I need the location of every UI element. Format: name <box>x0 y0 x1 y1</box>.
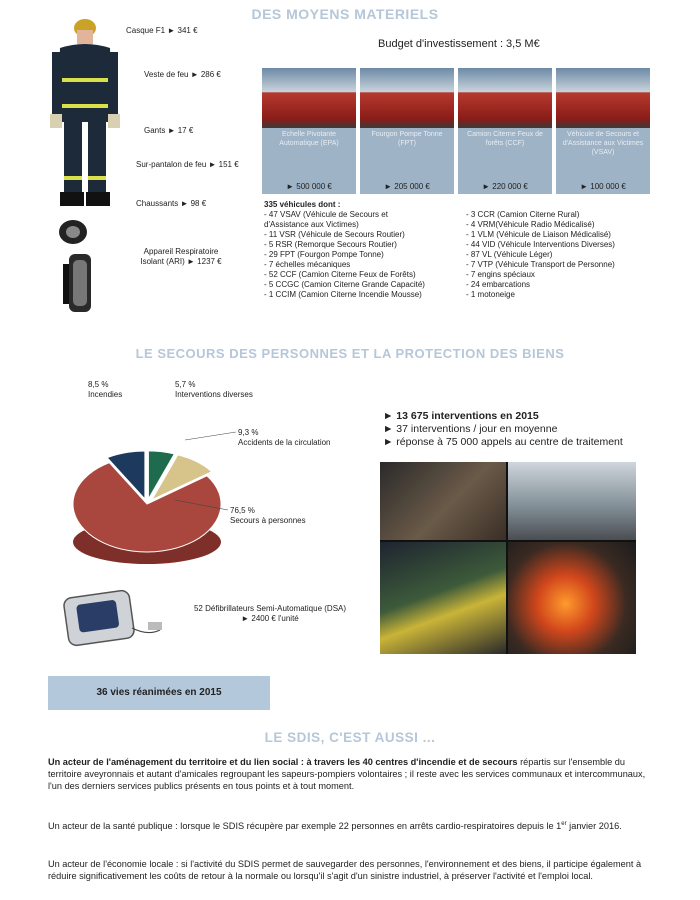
vehicle-price: ► 220 000 € <box>482 182 528 191</box>
defibrillator-illustration <box>62 586 166 658</box>
pie-label-secours: Secours à personnes <box>230 516 306 525</box>
banner-text: 36 vies réanimées en 2015 <box>96 687 222 698</box>
budget-label: Budget d'investissement : 3,5 M€ <box>378 38 540 50</box>
vehicle-name: Echelle Pivotante Automatique (EPA) <box>279 131 339 147</box>
vehicle-price: ► 500 000 € <box>286 182 332 191</box>
equipment-gants: Gants ► 17 € <box>144 126 194 135</box>
fleet-item: - 44 VID (Véhicule Interventions Diverses) <box>466 240 615 249</box>
paragraph-sante-a: Un acteur de la santé publique : lorsque le SDIS récupère par exemple 22 personnes en arrêts cardio-respiratoires depuis le 1 <box>48 821 562 832</box>
banner-vies-reanimees <box>48 676 270 710</box>
pie-label-diverses: Interventions diverses <box>175 390 253 399</box>
photo-fire <box>508 542 636 654</box>
fleet-item: - 87 VL (Véhicule Léger) <box>466 250 553 259</box>
fleet-item: - 11 VSR (Véhicule de Secours Routier) <box>264 230 405 239</box>
section-title-sdis: LE SDIS, C'EST AUSSI ... <box>264 730 436 745</box>
dsa-label: 52 Défibrillateurs Semi-Automatique (DSA) ► 2400 € l'unité <box>193 604 347 623</box>
stats-list <box>383 410 623 449</box>
fleet-item: - 1 motoneige <box>466 290 515 299</box>
paragraph-sante <box>48 818 648 832</box>
fleet-item: - 29 FPT (Fourgon Pompe Tonne) <box>264 250 384 259</box>
vehicle-price: ► 205 000 € <box>384 182 430 191</box>
equipment-sur-pantalon: Sur-pantalon de feu ► 151 € <box>136 160 239 169</box>
pie-label-incendies-pct: 8,5 % <box>88 380 109 389</box>
paragraph-territoire-lead: Un acteur de l'aménagement du territoire et du lien social : à travers les 40 centres d'incendie et de secours <box>48 757 518 767</box>
fleet-item: - 7 échelles mécaniques <box>264 260 351 269</box>
paragraph-economie-text: Un acteur de l'économie locale : si l'activité du SDIS permet de sauvegarder des personnes, l'environnement et des biens, il participe également à réduire significativement les coûts de retour à la normale ou lorsqu'il s'agit d'un sinistre industriel, à préserver l'activité et l'emploi local. <box>48 859 642 881</box>
paragraph-economie <box>48 858 648 882</box>
fleet-item: d'Assistance aux Victimes) <box>264 220 359 229</box>
vehicle-name: Véhicule de Secours et d'Assistance aux Victimes (VSAV) <box>562 131 644 156</box>
fleet-item: - 3 CCR (Camion Citerne Rural) <box>466 210 580 219</box>
pie-label-secours-pct: 76,5 % <box>230 506 255 515</box>
fleet-heading: 335 véhicules dont : <box>264 200 341 209</box>
fleet-item: - 47 VSAV (Véhicule de Secours et <box>264 210 388 219</box>
fleet-item: - 5 RSR (Remorque Secours Routier) <box>264 240 397 249</box>
pie-label-incendies: Incendies <box>88 390 123 399</box>
pie-label-accidents: Accidents de la circulation <box>238 438 331 447</box>
equipment-chaussants: Chaussants ► 98 € <box>136 199 207 208</box>
fleet-item: - 24 embarcations <box>466 280 531 289</box>
paragraph-territoire <box>48 756 648 792</box>
fleet-item: - 7 VTP (Véhicule Transport de Personne) <box>466 260 615 269</box>
photo-firefighter-smoke <box>380 462 506 540</box>
fleet-item: - 1 VLM (Véhicule de Liaison Médicalisé) <box>466 230 611 239</box>
photo-rescue-team <box>380 542 506 654</box>
pie-label-diverses-pct: 5,7 % <box>175 380 196 389</box>
equipment-casque: Casque F1 ► 341 € <box>126 26 198 35</box>
paragraph-sante-b: janvier 2016. <box>566 821 622 832</box>
stat-item: ► 37 interventions / jour en moyenne <box>383 423 558 435</box>
section-title-secours: LE SECOURS DES PERSONNES ET LA PROTECTION DES BIENS <box>135 346 565 361</box>
stat-item: ► 13 675 interventions en 2015 <box>383 410 539 422</box>
fleet-item: - 4 VRM(Véhicule Radio Médicalisé) <box>466 220 595 229</box>
equipment-veste: Veste de feu ► 286 € <box>144 70 221 79</box>
paragraph-sante-sup: er <box>561 821 567 827</box>
fleet-item: - 52 CCF (Camion Citerne Feux de Forêts) <box>264 270 416 279</box>
photo-industrial-tanks <box>508 462 636 540</box>
photo-collage <box>380 462 636 654</box>
stat-item: ► réponse à 75 000 appels au centre de traitement <box>383 436 623 448</box>
fleet-item: - 7 engins spéciaux <box>466 270 535 279</box>
fleet-item: - 5 CCGC (Camion Citerne Grande Capacité) <box>264 280 425 289</box>
section-title-moyens: DES MOYENS MATERIELS <box>251 6 439 22</box>
fleet-item: - 1 CCIM (Camion Citerne Incendie Mousse) <box>264 290 422 299</box>
vehicle-name: Camion Citerne Feux de forêts (CCF) <box>467 131 543 147</box>
vehicle-price: ► 100 000 € <box>580 182 626 191</box>
vehicle-name: Fourgon Pompe Tonne (FPT) <box>371 131 443 147</box>
pie-label-accidents-pct: 9,3 % <box>238 428 259 437</box>
equipment-ari: Appareil Respiratoire Isolant (ARI) ► 1237 € <box>140 247 222 266</box>
paragraph-territoire-body: répartis sur l'ensemble du territoire aveyronnais et autant d'amicales regroupant les sapeurs-pompiers volontaires ; il reste avec les services communaux et intercommunaux, l'un des derniers services publics présents en tous points et à tout moment. <box>48 757 646 791</box>
